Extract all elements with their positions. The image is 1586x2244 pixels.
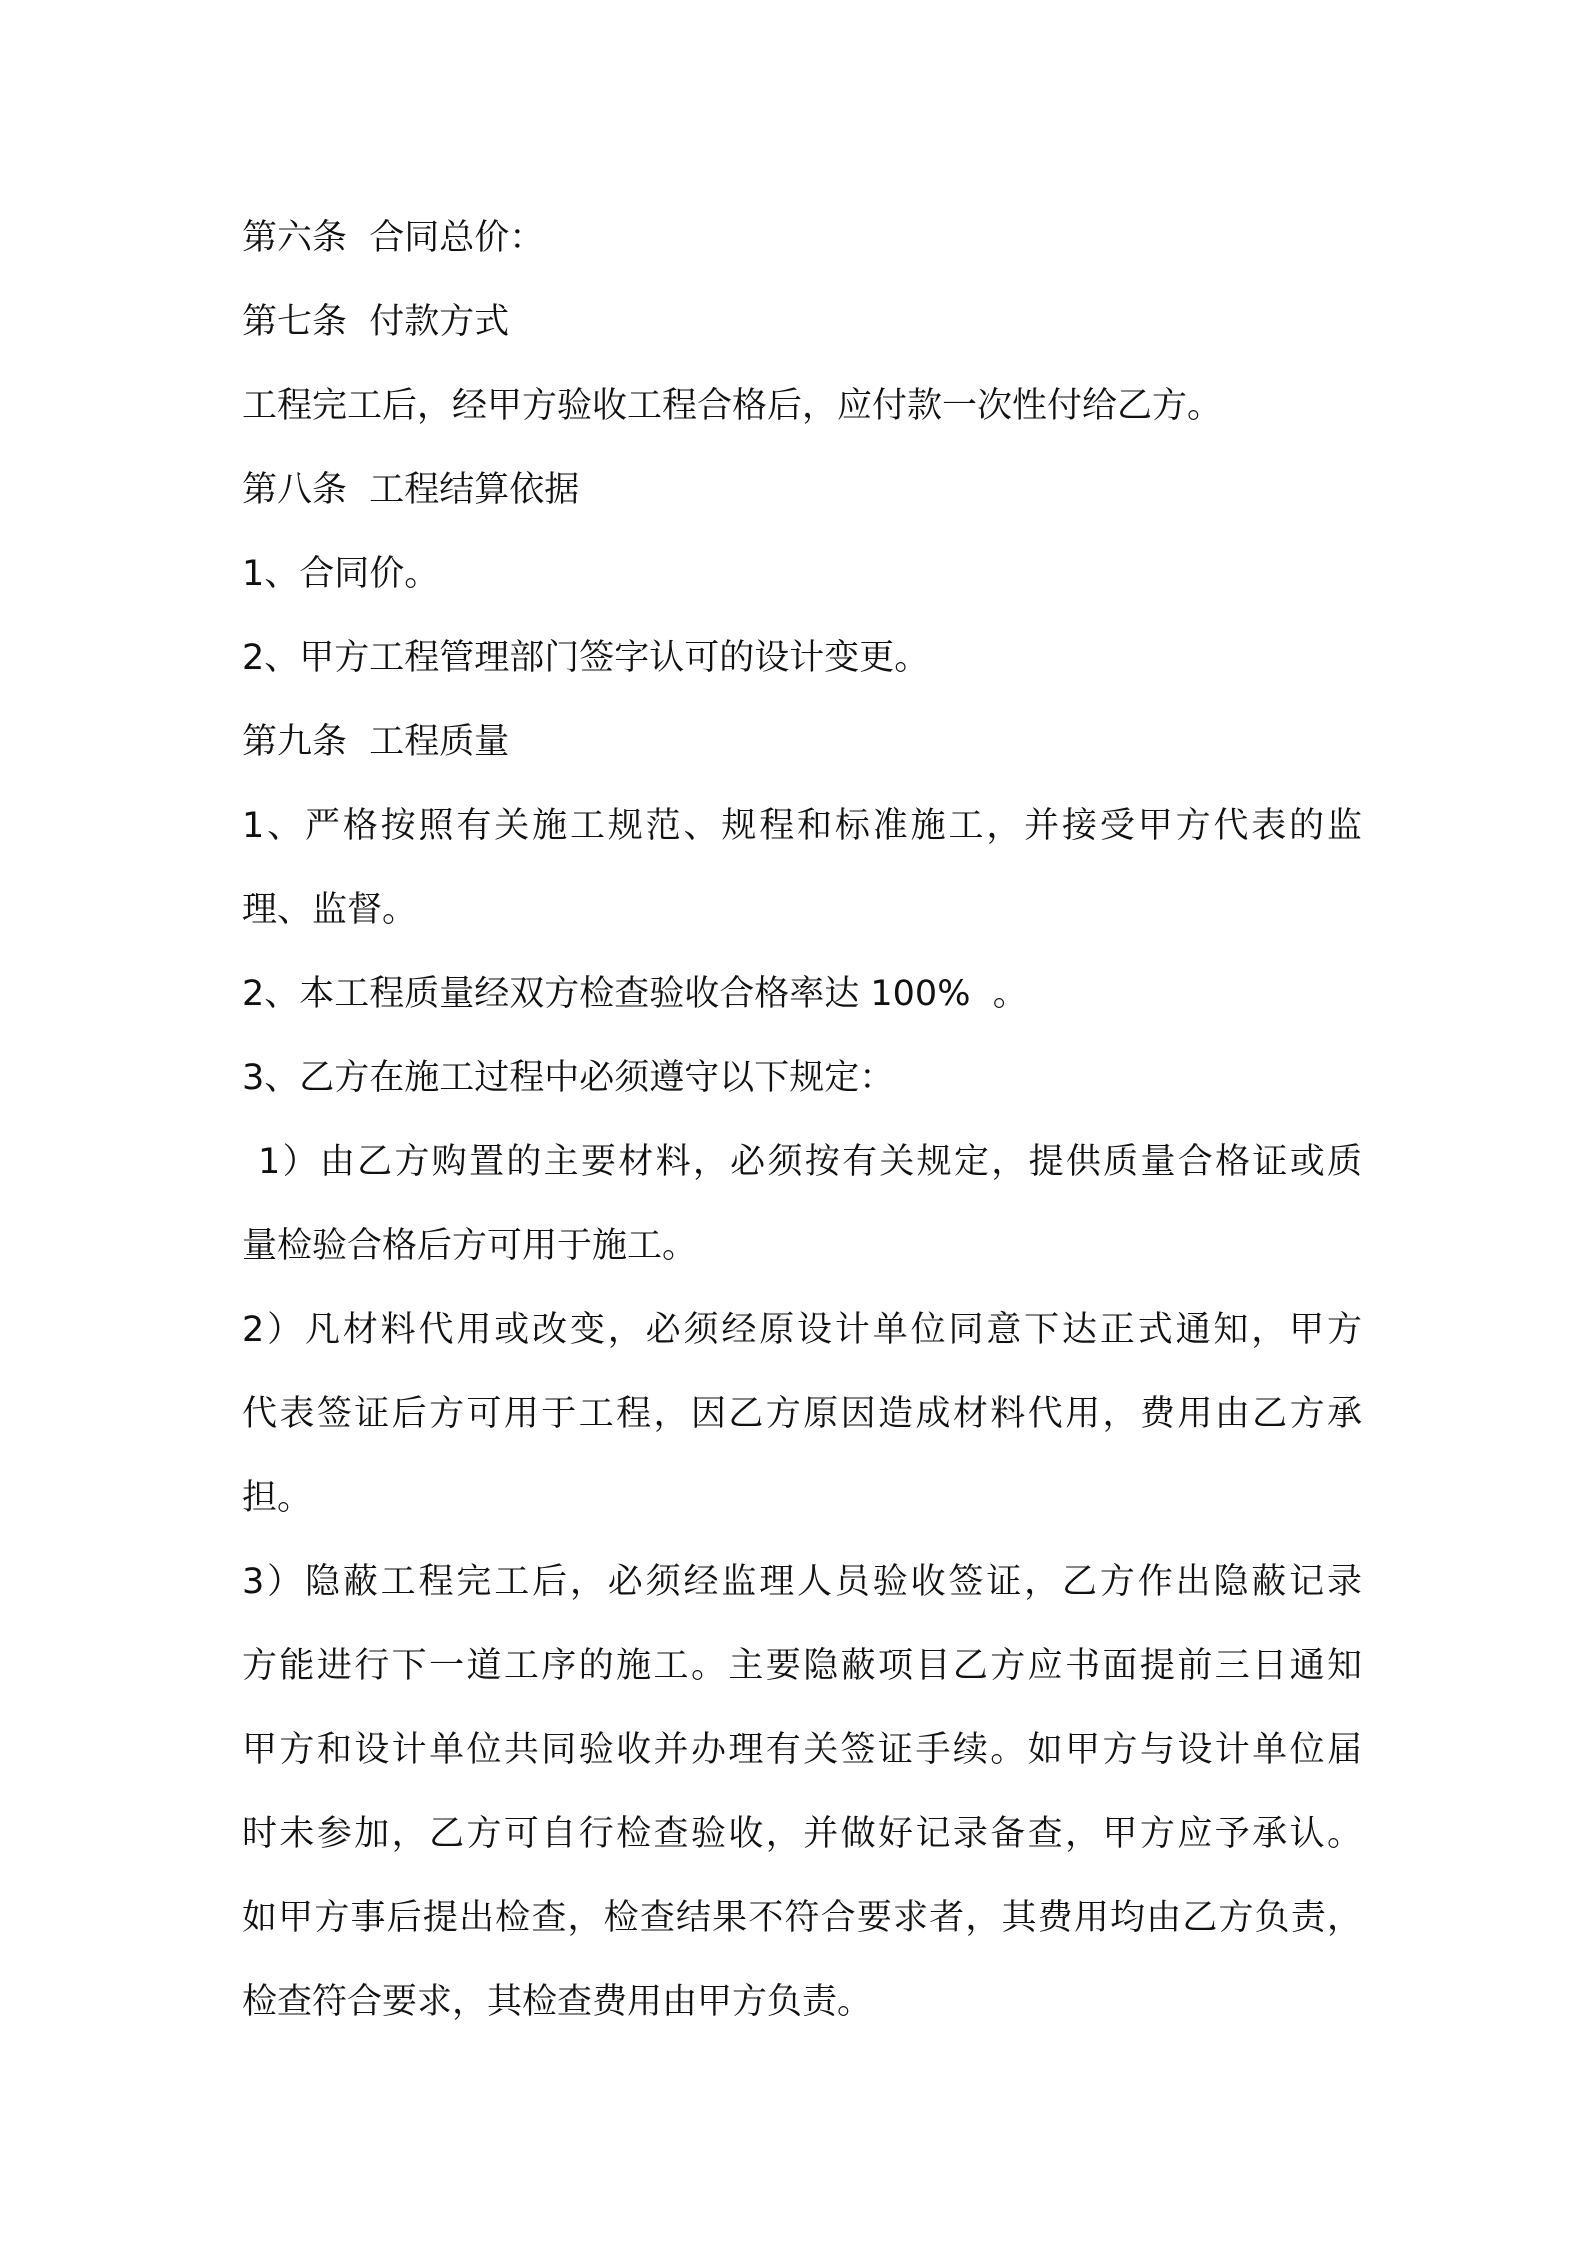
article-9-item-3: 3、乙方在施工过程中必须遵守以下规定：	[242, 1058, 895, 1098]
sub-item-3-line-3: 甲方和设计单位共同验收并办理有关签证手续。如甲方与设计单位届	[242, 1730, 1362, 1770]
article-8-item-2: 2、甲方工程管理部门签字认可的设计变更。	[242, 638, 930, 678]
article-6-heading: 第六条 合同总价：	[242, 218, 545, 258]
sub-item-3-line-1: 3）隐蔽工程完工后，必须经监理人员验收签证，乙方作出隐蔽记录	[242, 1562, 1362, 1602]
article-9-item-1-line-2: 理、监督。	[242, 890, 418, 930]
sub-item-3-line-4: 时未参加，乙方可自行检查验收，并做好记录备查，甲方应予承认。	[242, 1814, 1362, 1854]
sub-item-3-line-2: 方能进行下一道工序的施工。主要隐蔽项目乙方应书面提前三日通知	[242, 1646, 1362, 1686]
article-7-heading: 第七条 付款方式	[242, 302, 510, 342]
sub-item-3-line-6: 检查符合要求，其检查费用由甲方负责。	[242, 1982, 873, 2022]
article-9-item-1-line-1: 1、严格按照有关施工规范、规程和标准施工，并接受甲方代表的监	[242, 806, 1362, 846]
sub-item-1-line-2: 量检验合格后方可用于施工。	[242, 1226, 698, 1266]
sub-item-1-line-1: 1）由乙方购置的主要材料，必须按有关规定，提供质量合格证或质	[258, 1142, 1362, 1182]
article-7-text: 工程完工后，经甲方验收工程合格后，应付款一次性付给乙方。	[242, 386, 1223, 426]
sub-item-2-line-1: 2）凡材料代用或改变，必须经原设计单位同意下达正式通知，甲方	[242, 1310, 1362, 1350]
sub-item-2-line-2: 代表签证后方可用于工程，因乙方原因造成材料代用，费用由乙方承	[242, 1394, 1362, 1434]
sub-item-2-line-3: 担。	[242, 1478, 313, 1518]
sub-item-3-line-5: 如甲方事后提出检查，检查结果不符合要求者，其费用均由乙方负责，	[242, 1898, 1362, 1938]
article-9-item-2: 2、本工程质量经双方检查验收合格率达 100% 。	[242, 974, 1028, 1014]
article-9-heading: 第九条 工程质量	[242, 722, 510, 762]
article-8-item-1: 1、合同价。	[242, 554, 440, 594]
article-8-heading: 第八条 工程结算依据	[242, 470, 580, 510]
document-body	[242, 196, 1362, 2044]
